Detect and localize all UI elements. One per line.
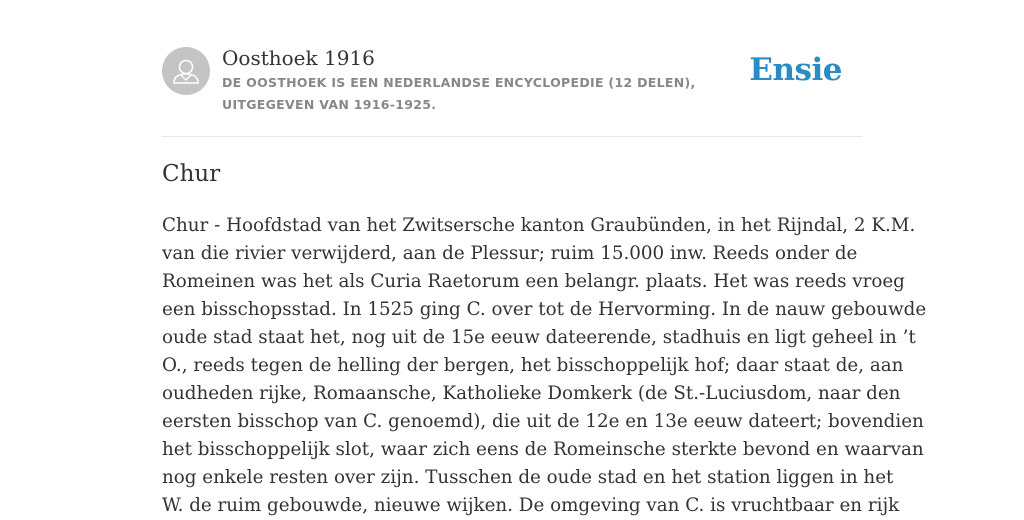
user-icon	[162, 47, 210, 95]
article-title: Chur	[162, 161, 221, 187]
article-line: oude stad staat het, nog uit de 15e eeuw dateerende, stadhuis en ligt geheel in ’t	[162, 327, 916, 348]
article-line: eersten bisschop van C. genoemd), die uit de 12e en 13e eeuw dateert; bovendien	[162, 411, 924, 432]
source-name-link[interactable]: Oosthoek 1916	[222, 46, 375, 70]
article-line: het bisschoppelijk slot, waar zich eens de Romeinsche sterkte bevond en waarvan	[162, 439, 924, 460]
article-line: Chur - Hoofdstad van het Zwitsersche kanton Graubünden, in het Rijndal, 2 K.M.	[162, 215, 916, 236]
article-body	[162, 212, 927, 520]
source-description: DE OOSTHOEK IS EEN NEDERLANDSE ENCYCLOPEDIE (12 DELEN), UITGEGEVEN VAN 1916-1925.	[222, 75, 696, 112]
article-line: O., reeds tegen de helling der bergen, het bisschoppelijk hof; daar staat de, aan	[162, 355, 904, 376]
page-container	[162, 0, 927, 516]
article-line: oudheden rijke, Romaansche, Katholieke Domkerk (de St.-Luciusdom, naar den	[162, 383, 901, 404]
source-header	[162, 0, 862, 137]
article-line: W. de ruim gebouwde, nieuwe wijken. De omgeving van C. is vruchtbaar en rijk	[162, 495, 900, 516]
article-line: van die rivier verwijderd, aan de Plessur; ruim 15.000 inw. Reeds onder de	[162, 243, 858, 264]
article-line: nog enkele resten over zijn. Tusschen de oude stad en het station liggen in het	[162, 467, 894, 488]
article-line: Romeinen was het als Curia Raetorum een belangr. plaats. Het was reeds vroeg	[162, 271, 905, 292]
article-line: een bisschopsstad. In 1525 ging C. over tot de Hervorming. In de nauw gebouwde	[162, 299, 927, 320]
ensie-logo[interactable]: Ensie	[749, 52, 842, 88]
source-avatar[interactable]	[162, 47, 210, 95]
